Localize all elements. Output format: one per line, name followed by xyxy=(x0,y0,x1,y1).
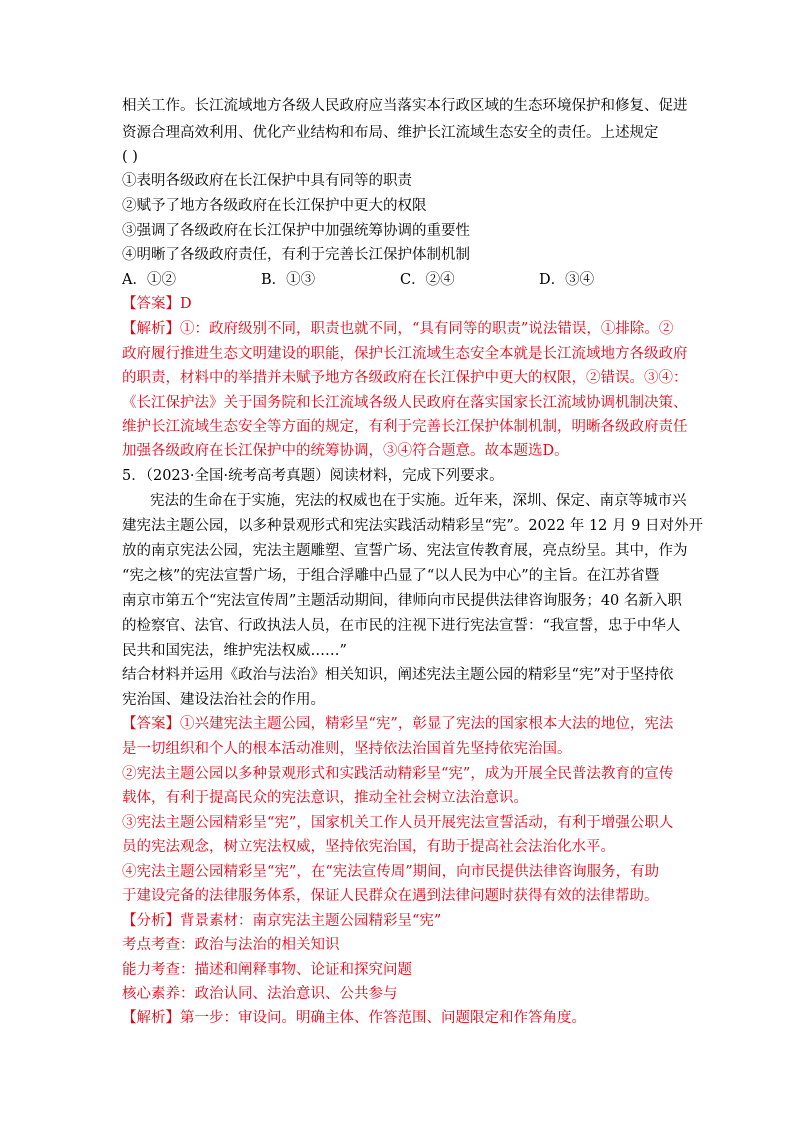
q5-material-line-1: 宪法的生命在于实施，宪法的权威也在于实施。近年来，深圳、保定、南京等城市兴 xyxy=(150,493,687,509)
q4-option-d: D．③④ xyxy=(539,272,595,288)
q4-analysis-line-6: 加强各级政府在长江保护中的统筹协调，③④符合题意。故本题选D。 xyxy=(122,443,569,459)
q4-analysis-tag: 【解析】 xyxy=(122,321,180,337)
q5-answer-line-6: 员的宪法观念，树立宪法权威，坚持依宪治国，有助于提高社会法治化水平。 xyxy=(122,839,615,855)
q5-header: 5．（2023·全国·统考高考真题）阅读材料，完成下列要求。 xyxy=(122,468,504,484)
q4-analysis-line-2: 政府履行推进生态文明建设的职能，保护长江流域生态安全本就是长江流域地方各级政府 xyxy=(122,346,688,362)
q4-stem-line-1: 相关工作。长江流域地方各级人民政府应当落实本行政区域的生态环境保护和修复、促进 xyxy=(122,98,688,114)
q5-answer-line-2: 是一切组织和个人的根本活动准则，坚持依法治国首先坚持依宪治国。 xyxy=(122,741,572,757)
q5-answer-tag: 【答案】 xyxy=(122,716,180,732)
q4-stem-line-2: 资源合理高效利用、优化产业结构和布局、维护长江流域生态安全的责任。上述规定 xyxy=(122,125,659,141)
q4-option-c: C．②④ xyxy=(400,272,455,288)
q4-item-1: ①表明各级政府在长江保护中具有同等的职责 xyxy=(122,173,412,189)
q5-explain-line: 【解析】第一步：审设问。明确主体、作答范围、问题限定和作答角度。 xyxy=(122,1010,586,1026)
q5-explain-tag: 【解析】 xyxy=(122,1010,180,1026)
q5-answer-line-4: 载体，有利于提高民众的宪法意识，推动全社会树立法治意识。 xyxy=(122,790,528,806)
q5-question-line-1: 结合材料并运用《政治与法治》相关知识，阐述宪法主题公园的精彩呈“宪”对于坚持依 xyxy=(122,667,674,683)
q5-analysis-tag: 【分析】 xyxy=(122,913,180,929)
q5-material-line-6: 的检察官、法官、行政执法人员，在市民的注视下进行宪法宣誓：“我宣誓，忠于中华人 xyxy=(122,618,681,634)
q4-analysis-line-1: 【解析】①：政府级别不同，职责也就不同，“具有同等的职责”说法错误，①排除。② xyxy=(122,321,674,337)
q4-analysis-line-5: 维护长江流域生态安全等方面的规定，有利于完善长江保护体制机制，明晰各级政府责任 xyxy=(122,419,688,435)
q5-answer-line-8: 于建设完备的法律服务体系，保证人民群众在遇到法律问题时获得有效的法律帮助。 xyxy=(122,888,659,904)
q4-answer-value: D xyxy=(180,296,192,312)
q5-material-line-3: 放的南京宪法公园，宪法主题雕塑、宣誓广场、宪法宣传教育展，亮点纷呈。其中，作为 xyxy=(122,543,688,559)
q5-analysis-line-4: 核心素养：政治认同、法治意识、公共参与 xyxy=(122,986,398,1002)
q4-option-a: A．①② xyxy=(122,272,176,288)
q4-item-2: ②赋予了地方各级政府在长江保护中更大的权限 xyxy=(122,198,427,214)
q4-answer xyxy=(122,294,192,314)
q5-answer-line-5: ③宪法主题公园精彩呈“宪”，国家机关工作人员开展宪法宣誓活动，有利于增强公职人 xyxy=(122,815,674,831)
q4-answer-blank: ( ) xyxy=(122,149,138,165)
q4-analysis-line-3: 的职责，材料中的举措并未赋予地方各级政府在长江保护中更大的权限，②错误。③④： xyxy=(122,370,688,386)
q5-material-line-2: 建宪法主题公园，以多种景观形式和宪法实践活动精彩呈“宪”。2022 年 12 月 9 日对外开 xyxy=(122,518,703,534)
q4-item-4: ④明晰了各级政府责任，有利于完善长江保护体制机制 xyxy=(122,247,470,263)
q5-analysis-line-1: 【分析】背景素材：南京宪法主题公园精彩呈“宪” xyxy=(122,913,442,929)
q5-answer-line-7: ④宪法主题公园精彩呈“宪”，在“宪法宣传周”期间，向市民提供法律咨询服务，有助 xyxy=(122,864,660,880)
q4-item-3: ③强调了各级政府在长江保护中加强统筹协调的重要性 xyxy=(122,223,470,239)
q5-analysis-line-3: 能力考查：描述和阐释事物、论证和探究问题 xyxy=(122,962,412,978)
q5-material-line-7: 民共和国宪法，维护宪法权威……” xyxy=(122,643,347,659)
q5-material-line-4: “宪之核”的宪法宣誓广场，于组合浮雕中凸显了“以人民为中心”的主旨。在江苏省暨 xyxy=(122,568,660,584)
q4-option-b: B．①③ xyxy=(261,272,316,288)
q5-analysis-line-2: 考点考查：政治与法治的相关知识 xyxy=(122,937,340,953)
q5-material-line-5: 南京市第五个“宪法宣传周”主题活动期间，律师向市民提供法律咨询服务；40 名新入职 xyxy=(122,593,682,609)
q4-answer-tag: 【答案】 xyxy=(122,296,180,312)
q5-answer-line-1: 【答案】①兴建宪法主题公园，精彩呈“宪”，彰显了宪法的国家根本大法的地位，宪法 xyxy=(122,716,674,732)
q5-question-line-2: 宪治国、建设法治社会的作用。 xyxy=(122,692,325,708)
q4-analysis-line-4: 《长江保护法》关于国务院和长江流域各级人民政府在落实国家长江流域协调机制决策、 xyxy=(122,395,688,411)
q5-answer-line-3: ②宪法主题公园以多种景观形式和实践活动精彩呈“宪”，成为开展全民普法教育的宣传 xyxy=(122,766,674,782)
